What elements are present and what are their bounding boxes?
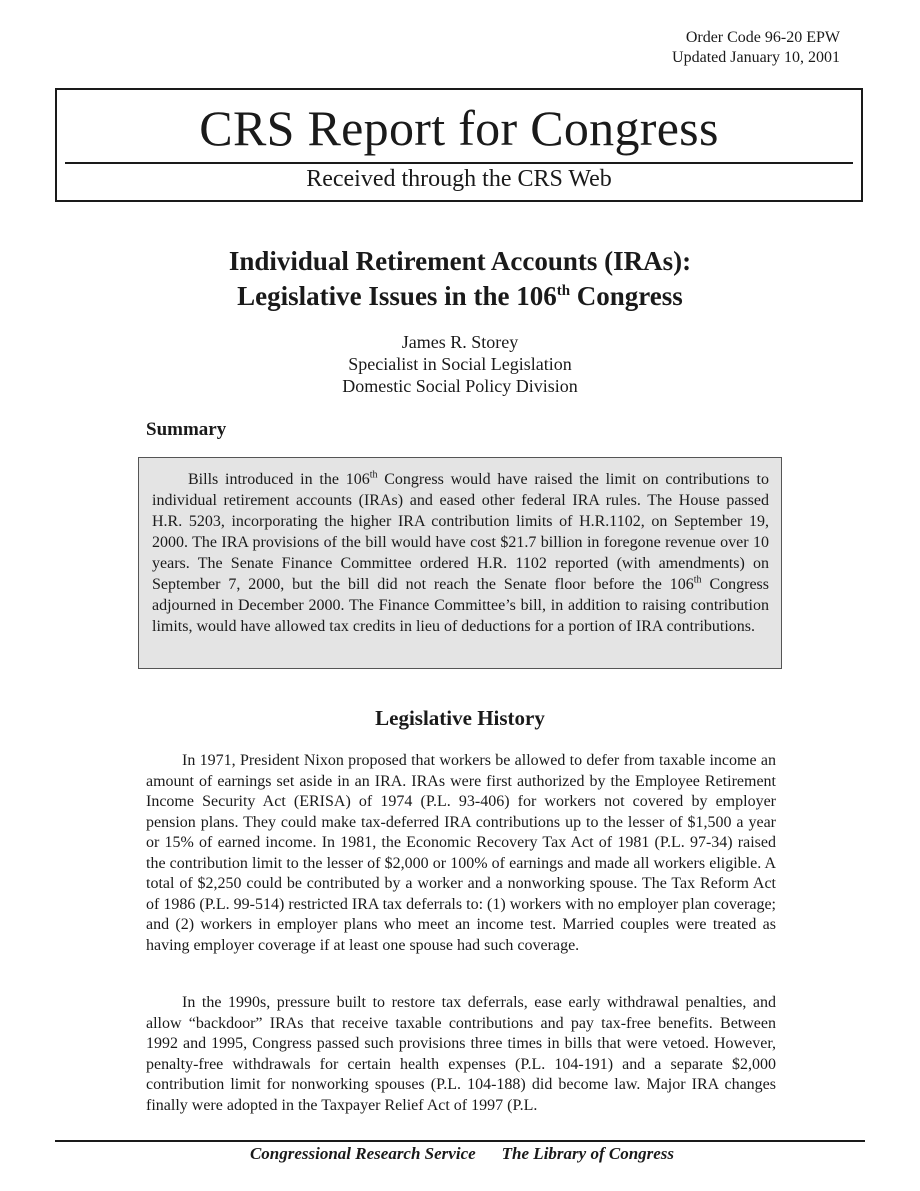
footer-crs: Congressional Research Service — [249, 1144, 476, 1163]
summary-text-3: Congress adjourned in December 2000. The Finance Committee’s bill, in addition to raising contribution limits, would have allowed tax credits in lieu of deductions for a portion of IRA contributions. — [152, 576, 769, 635]
banner-title: CRS Report for Congress — [199, 100, 719, 156]
title-line-2 — [0, 279, 920, 314]
footer-divider — [55, 1140, 865, 1142]
author-name: James R. Storey — [401, 332, 519, 352]
footer — [0, 1143, 920, 1165]
legislative-history-heading: Legislative History — [375, 706, 545, 730]
title-line-1: Individual Retirement Accounts (IRAs): — [228, 246, 692, 276]
crs-banner — [55, 88, 863, 202]
author-division: Domestic Social Policy Division — [342, 376, 578, 396]
order-code-block — [672, 28, 840, 68]
banner-subtitle: Received through the CRS Web — [306, 166, 612, 192]
author-position: Specialist in Social Legislation — [348, 354, 572, 374]
summary-text-2: Congress would have raised the limit on contributions to individual retirement accounts (IRAs) and eased other federal IRA rules. The House passed H.R. 5203, incorporating the higher IRA contribution limits of H.R.1102, on September 19, 2000. The IRA provisions of the bill would have cost $21.7 billion in foregone revenue over 10 years. The Senate Finance Committee ordered H.R. 1102 reported (with amendments) on September 7, 2000, but the bill did not reach the Senate floor before the 106 — [152, 471, 769, 593]
summary-superscript-1: th — [369, 469, 378, 481]
history-paragraph-2: In the 1990s, pressure built to restore tax deferrals, ease early withdrawal penalties, and allow “backdoor” IRAs that receive taxable contributions and pay tax-free benefits. Between 1992 and 1995, Congress passed such provisions three times in bills that were vetoed. However, penalty-free withdrawals for certain health expenses (P.L. 104-191) and a separate $2,000 contribution limit for nonworking spouses (P.L. 104-188) did become law. Major IRA changes finally were adopted in the Taxpayer Relief Act of 1997 (P.L. — [146, 994, 776, 1114]
summary-heading: Summary — [146, 419, 227, 440]
title-superscript: th — [556, 283, 571, 299]
history-paragraph-1: In 1971, President Nixon proposed that workers be allowed to defer from taxable income an amount of earnings set aside in an IRA. IRAs were first authorized by the Employee Retirement Income Security Act (ERISA) of 1974 (P.L. 93-406) for workers not covered by employer pension plans. They could make tax-deferred IRA contributions up to the lesser of $1,500 a year or 15% of earned income. In 1981, the Economic Recovery Tax Act of 1981 (P.L. 97-34) raised the contribution limit to the lesser of $2,000 or 100% of earnings and made all workers eligible. A total of $2,250 could be contributed by a worker and a nonworking spouse. The Tax Reform Act of 1986 (P.L. 99-514) restricted IRA tax deferrals to: (1) workers with no employer plan coverage; and (2) workers in employer plans who meet an income test. Married couples were treated as having employer coverage if at least one spouse had such coverage. — [146, 752, 776, 954]
footer-loc: The Library of Congress — [501, 1144, 675, 1163]
summary-superscript-2: th — [693, 574, 702, 586]
updated-date: Updated January 10, 2001 — [672, 49, 840, 66]
author-block — [0, 331, 920, 397]
summary-text-1: Bills introduced in the 106 — [188, 471, 370, 488]
title-line-2-text: Legislative Issues in the 106 — [237, 281, 557, 311]
title-line-2-end: Congress — [570, 281, 683, 311]
order-code: Order Code 96-20 EPW — [685, 29, 840, 46]
summary-box — [138, 457, 782, 669]
document-title — [0, 244, 920, 314]
